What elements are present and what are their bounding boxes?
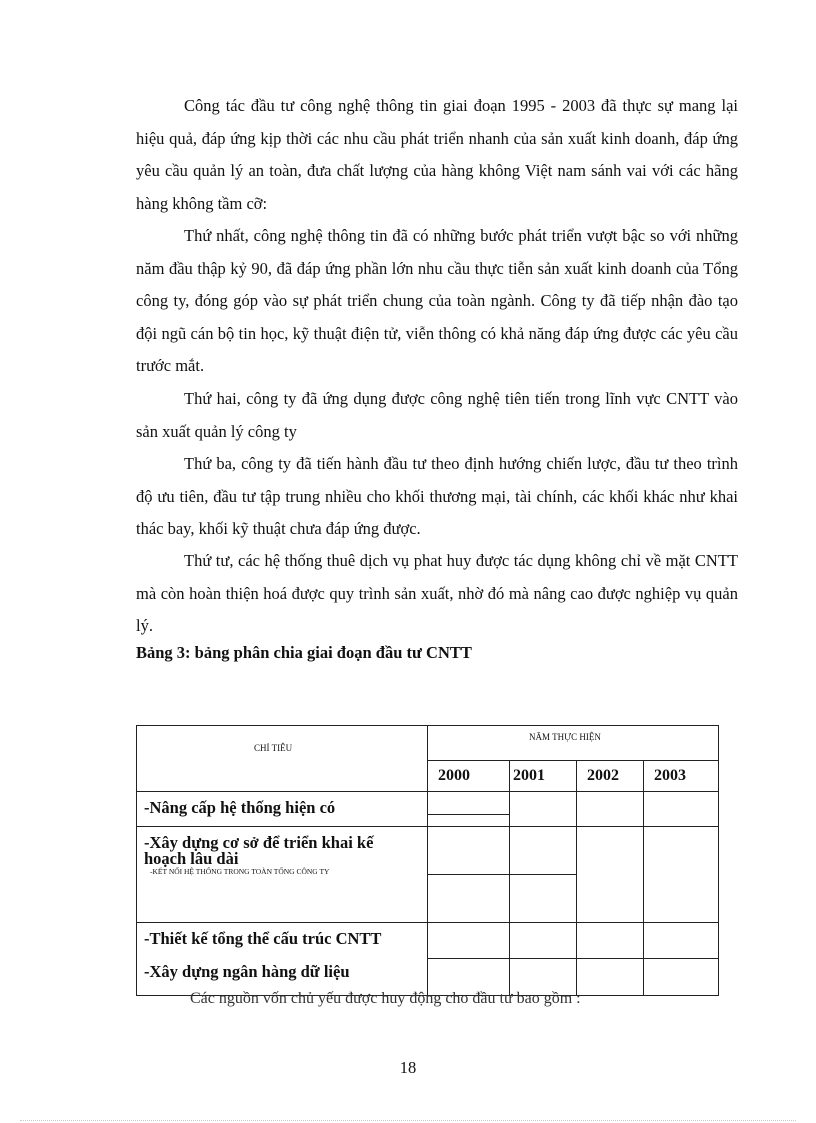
page-bottom-divider — [20, 1120, 796, 1121]
paragraph-second: Thứ hai, công ty đã ứng dụng được công nghệ tiên tiến trong lĩnh vực CNTT vào sản xuất quản lý công ty — [136, 389, 738, 441]
table-border-right — [718, 725, 719, 996]
row-line-3 — [427, 958, 719, 959]
year-2001: 2001 — [513, 767, 545, 784]
paragraph-third: Thứ ba, công ty đã tiến hành đầu tư theo định hướng chiến lược, đầu tư theo trình độ ưu tiên, đầu tư tập trung nhiều cho khối thương mại, tài chính, các khối khác như khai thác bay, khối kỹ thuật chưa đáp ứng được. — [136, 454, 738, 539]
table-caption: Bảng 3: bảng phân chia giai đoạn đầu tư CNTT — [136, 643, 472, 662]
row-line-1 — [136, 826, 719, 827]
header-bottom-line — [136, 791, 719, 792]
header-criteria: CHỈ TIÊU — [254, 743, 293, 753]
paragraph-fourth: Thứ tư, các hệ thống thuê dịch vụ phat huy được tác dụng không chỉ về mặt CNTT mà còn hoàn thiện hoá được quy trình sản xuất, nhờ đó mà nâng cao được nghiệp vụ quản lý. — [136, 551, 738, 636]
investment-phase-table — [136, 725, 719, 996]
row-label-infrastructure: -Xây dựng cơ sở để triển khai kế hoạch lâu dài — [144, 833, 374, 868]
row-note-connect: -KẾT NỐI HỆ THỐNG TRONG TOÀN TỔNG CÔNG TY — [150, 867, 330, 876]
header-split-line — [427, 760, 719, 761]
table-border-left — [136, 725, 137, 996]
inner-line-b — [427, 874, 576, 875]
year-2000: 2000 — [438, 767, 470, 784]
year-2003: 2003 — [654, 767, 686, 784]
year-2002: 2002 — [587, 767, 619, 784]
paragraph-intro: Công tác đầu tư công nghệ thông tin giai đoạn 1995 - 2003 đã thực sự mang lại hiệu quả, đáp ứng kịp thời các nhu cầu phát triển nhanh của sản xuất kinh doanh, đáp ứng yêu cầu quản lý an toàn, đưa chất lượng của hàng không Việt nam sánh vai với các hãng hàng không tầm cỡ: — [136, 96, 738, 213]
row-label-database: -Xây dựng ngân hàng dữ liệu — [144, 962, 350, 981]
paragraph-first: Thứ nhất, công nghệ thông tin đã có những bước phát triển vượt bậc so với những năm đầu thập kỷ 90, đã đáp ứng phần lớn nhu cầu thực tiễn sản xuất kinh doanh của Tổng công ty, đóng góp vào sự phát triển chung của toàn ngành. Công ty đã tiếp nhận đào tạo đội ngũ cán bộ tin học, kỹ thuật điện tử, viễn thông có khả năng đáp ứng được các yêu cầu trước mắt. — [136, 226, 738, 376]
overlapped-sentence: Các nguồn vốn chủ yếu được huy động cho đầu tư bao gồm : — [190, 990, 581, 1007]
inner-line-a — [427, 814, 509, 815]
page-number: 18 — [399, 1058, 417, 1077]
column-divider-2002 — [576, 760, 577, 996]
column-divider-2003 — [643, 760, 644, 996]
row-label-architecture: -Thiết kế tổng thể cấu trúc CNTT — [144, 929, 382, 948]
row-line-2 — [136, 922, 719, 923]
column-divider-criteria — [427, 725, 428, 996]
header-years: NĂM THỰC HIỆN — [529, 732, 601, 742]
column-divider-2001 — [509, 760, 510, 996]
row-label-upgrade: -Nâng cấp hệ thống hiện có — [144, 798, 336, 817]
